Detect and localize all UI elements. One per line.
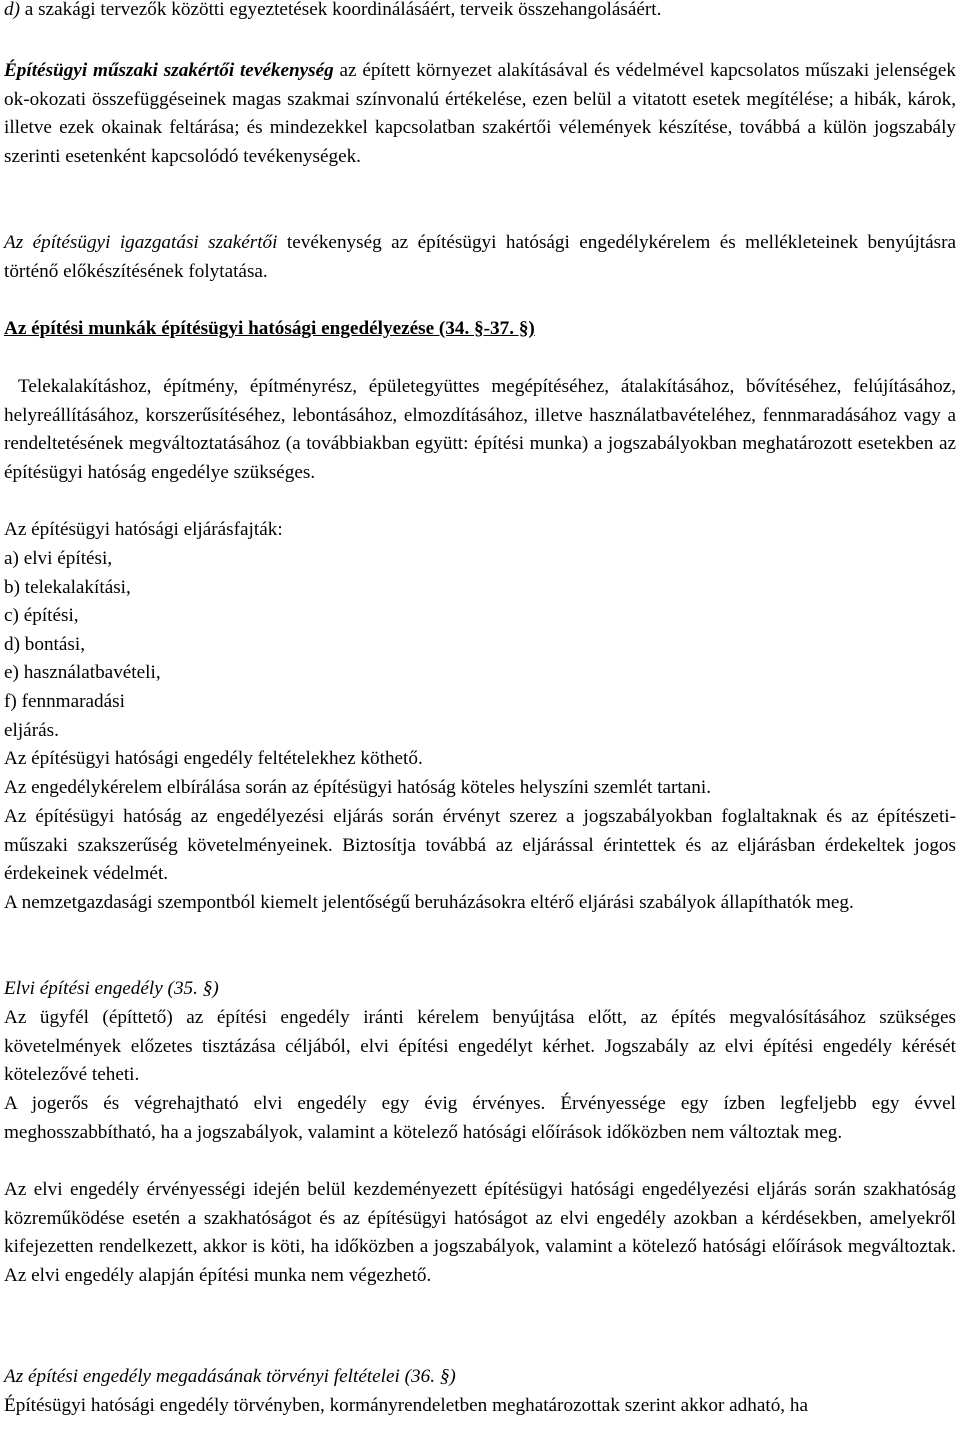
list-item: b) telekalakítási,	[4, 576, 131, 598]
section-heading-feltetelei: Az építési engedély megadásának törvényi feltételei (36. §)	[4, 1366, 456, 1387]
section-heading-elvi: Elvi építési engedély (35. §)	[4, 978, 219, 999]
paragraph-elvi-kerelem: Az ügyfél (építtető) az építési engedély iránti kérelem benyújtása előtt, az építés megvalósításához szükséges követelmények előzetes tisztázása céljából, elvi építési engedélyt kérhet. Jogszabály az elvi építési engedély kérését kötelezővé teheti.	[4, 1007, 956, 1086]
list-intro: Az építésügyi hatósági eljárásfajták:	[4, 519, 283, 540]
paragraph-ervenyt-szerez: Az építésügyi hatóság az engedélyezési eljárás során érvényt szerez a jogszabályokban foglaltaknak és az építészeti-műszaki szakszerűség követelményeinek. Biztosítja továbbá az eljárással érintettek és az eljárásban érdekeltek jogos érdekeinek védelmét.	[4, 806, 956, 885]
list-item: f) fennmaradási	[4, 690, 125, 712]
section-heading-engedelyezes: Az építési munkák építésügyi hatósági engedélyezése (34. §-37. §)	[4, 318, 535, 339]
list-item: c) építési,	[4, 605, 79, 627]
list-end: eljárás.	[4, 719, 59, 741]
paragraph-muszaki-szakertoi	[4, 57, 956, 171]
paragraph-igazgatasi-szakertoi	[4, 229, 956, 286]
paragraph-nemzetgazdasagi: A nemzetgazdasági szempontból kiemelt jelentőségű beruházásokra eltérő eljárási szabályok állapíthatók meg.	[4, 892, 854, 913]
procedure-list	[4, 545, 956, 745]
paragraph-engedely-adhato: Építésügyi hatósági engedély törvényben, kormányrendeletben meghatározottak szerint akkor adható, ha	[4, 1395, 808, 1416]
list-item: d) bontási,	[4, 633, 86, 655]
list-label-d: d)	[4, 0, 20, 20]
paragraph-body: tevékenység az építésügyi hatósági engedélykérelem és mellékleteinek benyújtásra történő előkészítésének folytatása.	[4, 232, 956, 282]
list-item: a) elvi építési,	[4, 548, 113, 569]
list-item: e) használatbavételi,	[4, 662, 161, 684]
paragraph-body: az épített környezet alakításával és védelmével kapcsolatos műszaki jelenségek ok-okozati összefüggéseinek magas szakmai színvonalú értékelése, ezen belül a vitatott esetek megítélése; a hibák, károk, illetve ezek okainak feltárása; és mindezekkel kapcsolatban szakértői vélemények készítése, továbbá a külön jogszabály szerinti esetenként kapcsolódó tevékenységek.	[4, 60, 957, 167]
paragraph-lead-term: Építésügyi műszaki szakértői tevékenység	[4, 60, 334, 81]
paragraph-d	[4, 0, 956, 25]
paragraph-lead-term: Az építésügyi igazgatási szakértői	[4, 232, 278, 253]
paragraph-elvi-ervenyessegi: Az elvi engedély érvényességi idején belül kezdeményezett építésügyi hatósági engedélyezési eljárás során szakhatóság közreműködése esetén a szakhatóságot és az építésügyi hatóságot az elvi engedély azokban a kérdésekben, amelyekről kifejezetten rendelkezett, akkor is köti, ha időközben a jogszabályok, valamint a kötelező hatósági előírások megváltoztak. Az elvi engedély alapján építési munka nem végezhető.	[4, 1179, 956, 1286]
paragraph-telekalakitas: Telekalakításhoz, építmény, építményrész, épületegyüttes megépítéséhez, átalakításához, bővítéséhez, felújításához, helyreállításához, korszerűsítéséhez, lebontásához, elmozdításához, illetve használatbavételéhez, fennmaradásához vagy a rendeltetésének megváltoztatásához (a továbbiakban együtt: építési munka) a jogszabályokban meghatározott esetekben az építésügyi hatóság engedélye szükséges.	[4, 376, 956, 483]
paragraph-elvi-ervenyes: A jogerős és végrehajtható elvi engedély egy évig érvényes. Érvényessége egy ízben legfeljebb egy évvel meghosszabbítható, ha a jogszabályok, valamint a kötelező hatósági előírások időközben nem változtak meg.	[4, 1093, 956, 1143]
paragraph-d-text: a szakági tervezők közötti egyeztetések koordinálásáért, terveik összehangolásáért.	[19, 0, 662, 20]
paragraph-feltetelek: Az építésügyi hatósági engedély feltételekhez köthető.	[4, 748, 423, 769]
paragraph-helyszini-szemle: Az engedélykérelem elbírálása során az építésügyi hatóság köteles helyszíni szemlét tartani.	[4, 777, 711, 798]
